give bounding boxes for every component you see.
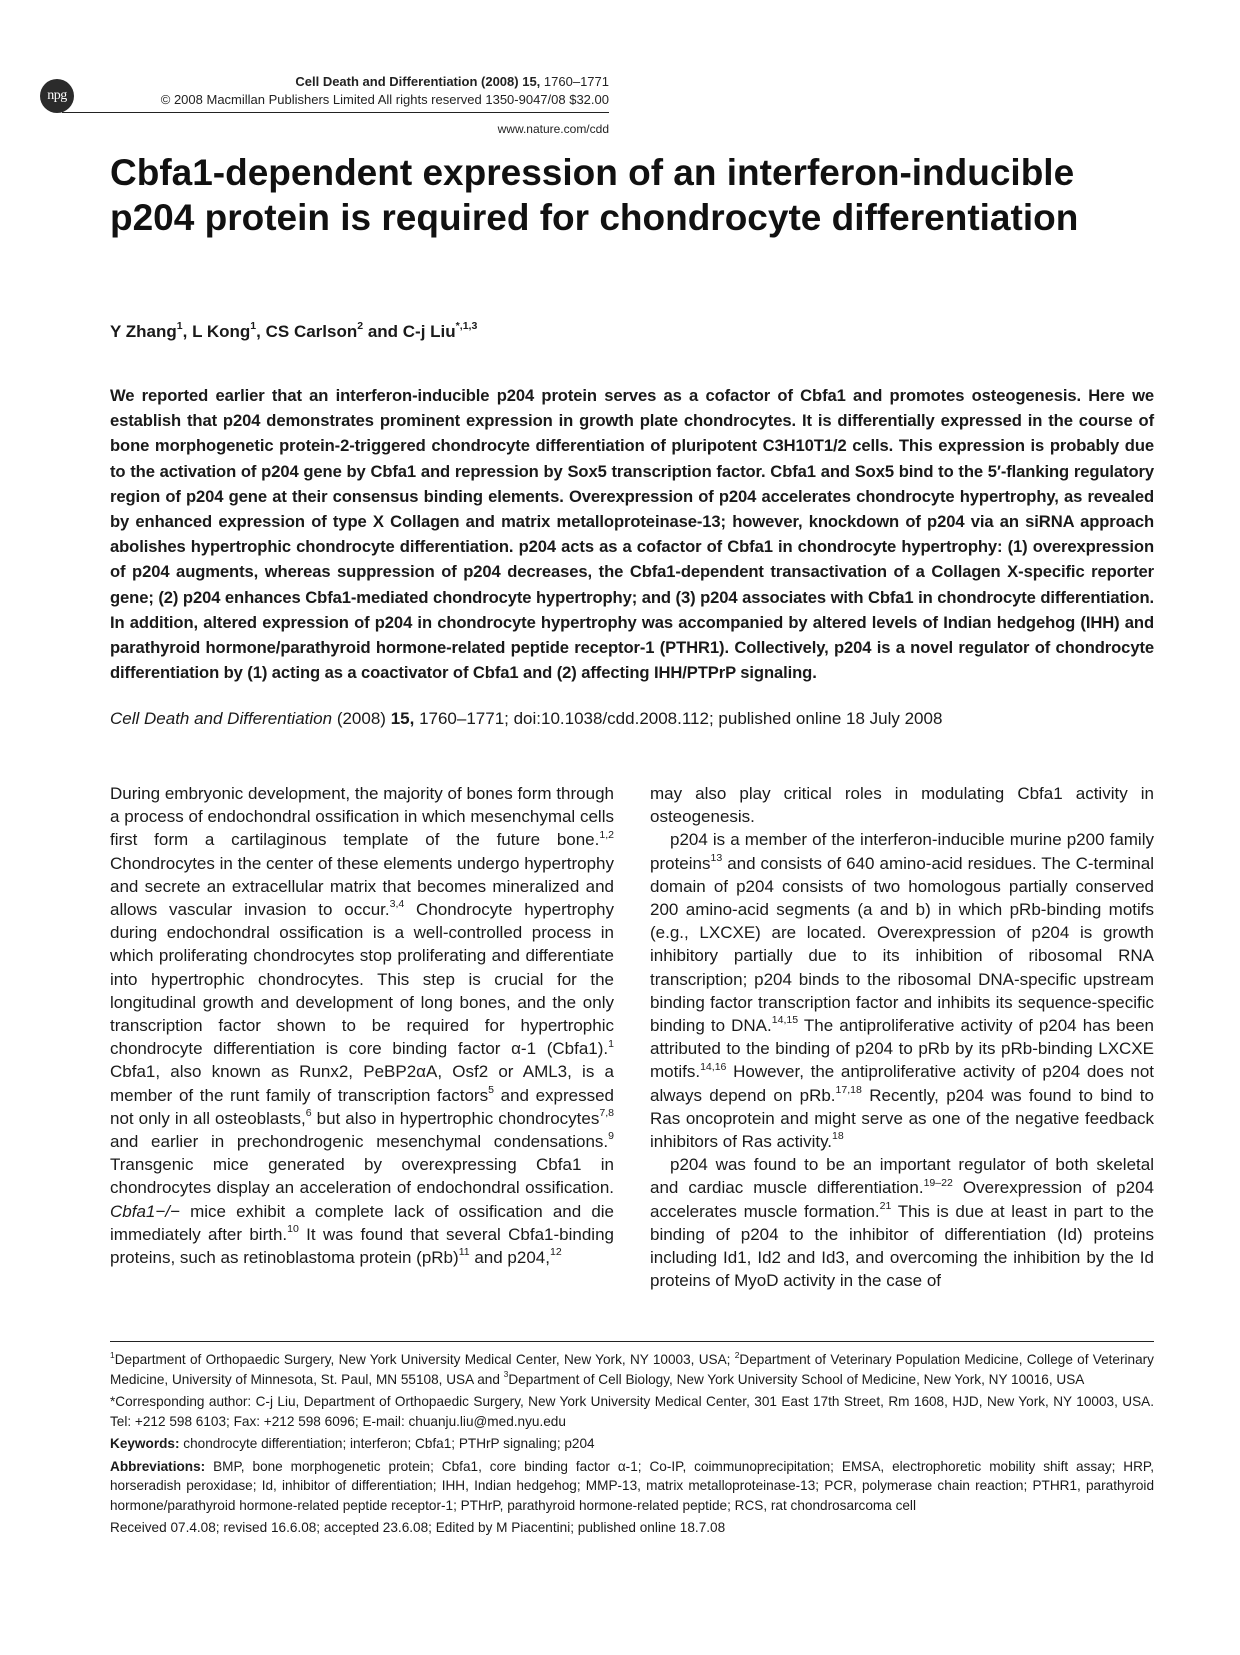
reference-marker: 3 (503, 1369, 509, 1380)
text-run: This is due at least in part to the binding of p204 to the inhibitor of differentiation (Id) proteins including Id1, Id2 and Id3, and overcoming the inhibition by the Id proteins of MyoD activity in the case of (650, 1201, 1154, 1291)
italic-text: Cbfa1−/− (110, 1201, 180, 1221)
author-separator: , (256, 322, 266, 341)
reference-marker: 2 (734, 1349, 740, 1360)
reference-marker: 12 (549, 1246, 562, 1259)
text-run: Department of Cell Biology, New York University School of Medicine, New York, NY 10016, USA (508, 1371, 1085, 1387)
text-run: The antiproliferative activity of p204 has been attributed to the binding of p204 to pRb by its pRb-binding LXCXE motifs. (650, 1016, 1154, 1082)
reference-marker: 14,15 (771, 1014, 799, 1027)
body-column-left (110, 782, 614, 1269)
affiliations (110, 1350, 1154, 1389)
reference-marker: 5 (488, 1083, 494, 1096)
text-run: Chondrocytes in the center of these elements undergo hypertrophy and secrete an extracellular matrix that becomes mineralized and allows vascular invasion to occur. (110, 853, 614, 920)
text-run: It was found that several Cbfa1-binding proteins, such as retinoblastoma protein (pRb) (110, 1224, 614, 1268)
footnotes (110, 1350, 1154, 1541)
reference-marker: 19–22 (923, 1176, 953, 1189)
text-run: Cbfa1, also known as Runx2, PeBP2αA, Osf2 or AML3, is a member of the runt family of transcription factors (110, 1062, 614, 1105)
text-run: may also play critical roles in modulating Cbfa1 activity in osteogenesis. (650, 784, 1154, 827)
journal-pages: 1760–1771 (543, 74, 609, 89)
keywords (110, 1434, 1154, 1454)
text-run: Department of Veterinary Population Medicine, College of Veterinary Medicine, University of Minnesota, St. Paul, MN 55108, USA and (110, 1352, 1154, 1387)
npg-logo: npg (40, 79, 74, 113)
author-name: L Kong (192, 322, 251, 341)
copyright-line: © 2008 Macmillan Publishers Limited All rights reserved 1350-9047/08 $32.00 (160, 92, 609, 107)
reference-marker: 18 (832, 1130, 844, 1143)
reference-marker: 7,8 (599, 1107, 614, 1120)
citation-journal: Cell Death and Differentiation (110, 709, 333, 728)
reference-marker: 14,16 (700, 1060, 727, 1073)
text-run: However, the antiproliferative activity of p204 does not always depend on pRb. (650, 1062, 1154, 1105)
author-separator: , (182, 322, 193, 341)
text-run: Recently, p204 was found to bind to Ras oncoprotein and might serve as one of the negative feedback inhibitors of Ras activity. (650, 1085, 1154, 1152)
body-paragraph (110, 782, 614, 1269)
journal-year: (2008) (481, 74, 519, 89)
text-run: Department of Orthopaedic Surgery, New York University Medical Center, New York, NY 10003, USA; (114, 1352, 735, 1367)
text-run: and consists of 640 amino-acid residues. The C-terminal domain of p204 consists of two homologous partially conserved 200 amino-acid segments (a and b) in which pRb-binding motifs (e.g., LXCXE) are located. Overexpression of p204 is growth inhibitory partially due to its inhibition of ribosomal RNA transcription; p204 binds to the ribosomal DNA-specific upstream binding factor transcription factor and inhibits its sequence-specific binding to DNA. (650, 853, 1154, 1036)
reference-marker: 10 (287, 1223, 299, 1236)
citation-line (110, 709, 942, 729)
text-run: Transgenic mice generated by overexpressing Cbfa1 in chondrocytes display an acceleration of endochondral ossification. (110, 1155, 614, 1198)
body-paragraph (650, 828, 1154, 1153)
author-name: C-j Liu (402, 322, 456, 341)
body-paragraph (650, 1153, 1154, 1292)
keywords-text: chondrocyte differentiation; interferon; Cbfa1; PTHrP signaling; p204 (179, 1436, 595, 1451)
reference-marker: 11 (458, 1246, 470, 1259)
author-name: Y Zhang (110, 322, 177, 341)
journal-name: Cell Death and Differentiation (295, 74, 478, 89)
citation-volume: 15, (390, 709, 415, 728)
text-run: and p204, (469, 1248, 550, 1268)
citation-year: (2008) (336, 709, 386, 728)
text-run: but also in hypertrophic chondrocytes (311, 1108, 600, 1128)
text-run: During embryonic development, the majority of bones form through a process of endochondral ossification in which mesenchymal cells first form a cartilaginous template of the future bone. (110, 784, 614, 850)
author-affiliation: 1 (250, 320, 257, 333)
reference-marker: 6 (305, 1107, 312, 1120)
text-run: and expressed not only in all osteoblasts, (110, 1085, 615, 1128)
author-name: CS Carlson (265, 322, 358, 341)
body-column-right (650, 782, 1154, 1292)
reference-marker: 13 (710, 851, 723, 864)
author-separator: and (363, 322, 403, 341)
reference-marker: 1 (110, 1349, 115, 1360)
journal-reference (295, 74, 609, 89)
abbreviations-label: Abbreviations: (110, 1458, 206, 1474)
corresponding-author: *Corresponding author: C-j Liu, Department of Orthopaedic Surgery, New York University Medical Center, 301 East 17th Street, Rm 1608, HJD, New York, NY 10003, USA. Tel: +212 598 6103; Fax: +212 598 6096; E-mail: chuanju.liu@med.nyu.edu (110, 1394, 1154, 1429)
reference-marker: 3,4 (389, 898, 405, 911)
reference-marker: 1,2 (599, 828, 614, 841)
author-list (110, 322, 477, 342)
text-run: Chondrocyte hypertrophy during endochondral ossification is a well-controlled process in which proliferating chondrocytes stop proliferating and differentiate into hypertrophic chondrocytes. This step is crucial for the longitudinal growth and development of long bones, and the only transcription factor shown to be required for hypertrophic chondrocyte differentiation is core binding factor α-1 (Cbfa1). (110, 900, 615, 1059)
reference-marker: 21 (879, 1199, 892, 1212)
body-paragraph (650, 782, 1154, 828)
header-rule (62, 112, 609, 113)
keywords-label: Keywords: (110, 1436, 180, 1451)
citation-rest: 1760–1771; doi:10.1038/cdd.2008.112; published online 18 July 2008 (419, 709, 943, 728)
reference-marker: 1 (608, 1037, 614, 1050)
author-affiliation: 2 (357, 320, 364, 333)
text-run: and earlier in prechondrogenic mesenchymal condensations. (110, 1132, 609, 1152)
footnote-rule (110, 1341, 1154, 1342)
received-dates: Received 07.4.08; revised 16.6.08; accepted 23.6.08; Edited by M Piacentini; published online 18.7.08 (110, 1520, 726, 1535)
author-affiliation: *,1,3 (455, 320, 478, 333)
reference-marker: 17,18 (835, 1083, 862, 1096)
text-run: Overexpression of p204 accelerates muscle formation. (650, 1178, 1154, 1221)
journal-url[interactable]: www.nature.com/cdd (497, 122, 609, 136)
abbreviations (110, 1457, 1154, 1516)
text-run: p204 is a member of the interferon-inducible murine p200 family proteins (650, 830, 1154, 873)
article-title: Cbfa1-dependent expression of an interferon-inducible p204 protein is required for chondrocyte differentiation (110, 152, 1079, 238)
journal-volume: 15, (522, 74, 541, 89)
text-run: mice exhibit a complete lack of ossification and die immediately after birth. (110, 1201, 614, 1244)
author-affiliation: 1 (176, 320, 183, 333)
text-run: p204 was found to be an important regulator of both skeletal and cardiac muscle differentiation. (650, 1155, 1154, 1198)
reference-marker: 9 (608, 1130, 614, 1143)
abstract: We reported earlier that an interferon-inducible p204 protein serves as a cofactor of Cbfa1 and promotes osteogenesis. Here we establish that p204 demonstrates prominent expression in growth plate chondrocytes. It is differentially expressed in the course of bone morphogenetic protein-2-triggered chondrocyte differentiation of pluripotent C3H10T1/2 cells. This expression is probably due to the activation of p204 gene by Cbfa1 and repression by Sox5 transcription factor. Cbfa1 and Sox5 bind to the 5′-flanking regulatory region of p204 gene at their consensus binding elements. Overexpression of p204 accelerates chondrocyte hypertrophy, as revealed by enhanced expression of type X Collagen and matrix metalloproteinase-13; however, knockdown of p204 via an siRNA approach abolishes hypertrophic chondrocyte differentiation. p204 acts as a cofactor of Cbfa1 in chondrocyte hypertrophy: (1) overexpression of p204 augments, whereas suppression of p204 decreases, the Cbfa1-dependent transactivation of a Collagen X-specific reporter gene; (2) p204 enhances Cbfa1-mediated chondrocyte hypertrophy; and (3) p204 associates with Cbfa1 in chondrocyte differentiation. In addition, altered expression of p204 in chondrocyte hypertrophy was accompanied by altered levels of Indian hedgehog (IHH) and parathyroid hormone/parathyroid hormone-related peptide receptor-1 (PTHR1). Collectively, p204 is a novel regulator of chondrocyte differentiation by (1) acting as a coactivator of Cbfa1 and (2) affecting IHH/PTPrP signaling. (110, 386, 1154, 683)
abbreviations-text: BMP, bone morphogenetic protein; Cbfa1, core binding factor α-1; Co-IP, coimmunoprecipitation; EMSA, electrophoretic mobility shift assay; HRP, horseradish peroxidase; Id, inhibitor of differentiation; IHH, Indian hedgehog; MMP-13, matrix metalloproteinase-13; PCR, polymerase chain reaction; PTHR1, parathyroid hormone/parathyroid hormone-related peptide receptor-1; PTHrP, parathyroid hormone-related peptide; RCS, rat chondrosarcoma cell (110, 1458, 1154, 1513)
